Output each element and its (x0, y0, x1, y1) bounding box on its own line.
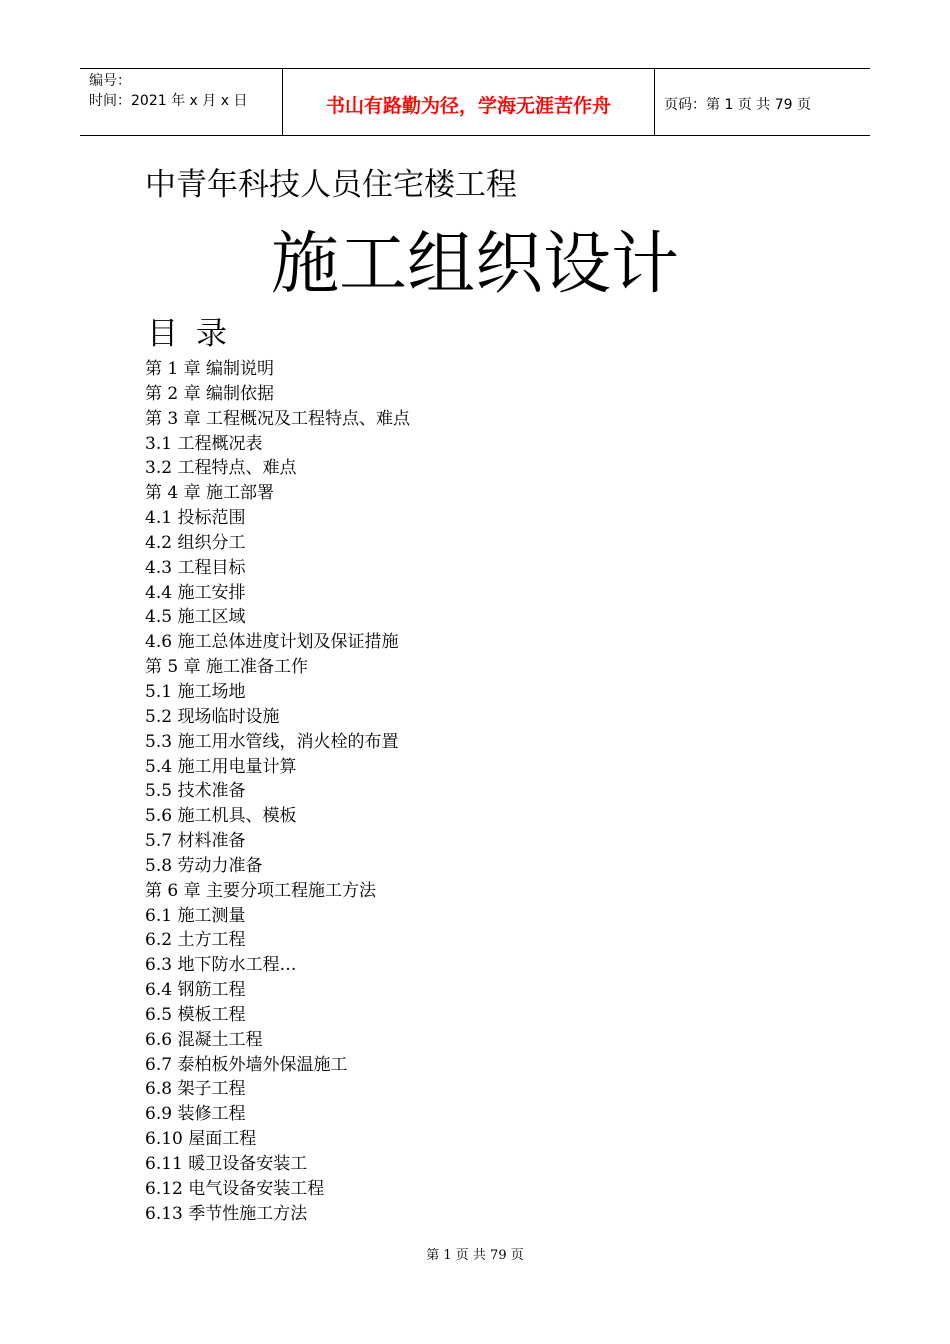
toc-heading: 目录 (147, 316, 245, 352)
toc-item: 4.4 施工安排 (145, 582, 246, 603)
toc-item: 5.2 现场临时设施 (145, 706, 280, 727)
toc-item: 6.11 暖卫设备安装工 (145, 1154, 308, 1174)
toc-item: 5.3 施工用水管线，消火栓的布置 (145, 731, 399, 752)
toc-item: 3.2 工程特点、难点 (145, 458, 297, 479)
toc-item: 4.5 施工区域 (145, 607, 246, 628)
toc-item: 6.4 钢筋工程 (145, 980, 246, 1001)
page-footer: 第 1 页 共 79 页 (426, 1248, 524, 1263)
header-page-info: 页码：第 1 页 共 79 页 (664, 97, 811, 113)
toc-item: 6.9 装修工程 (145, 1104, 246, 1125)
toc-item: 4.3 工程目标 (145, 557, 246, 578)
toc-item: 5.5 技术准备 (145, 781, 246, 802)
toc-item: 6.10 屋面工程 (145, 1129, 257, 1150)
toc-item: 6.6 混凝土工程 (145, 1029, 263, 1050)
document-time-label: 时间：2021 年 x 月 x 日 (89, 93, 248, 109)
toc-item: 6.5 模板工程 (145, 1004, 246, 1025)
document-number-label: 编号： (89, 73, 131, 89)
page-header (80, 68, 870, 136)
toc-item: 第 4 章 施工部署 (145, 483, 275, 504)
table-of-contents (145, 357, 410, 1227)
toc-item: 5.6 施工机具、模板 (145, 806, 297, 827)
toc-item: 4.1 投标范围 (145, 508, 246, 529)
toc-item: 6.2 土方工程 (145, 930, 246, 951)
toc-item: 6.13 季节性施工方法 (145, 1203, 308, 1224)
toc-item: 5.4 施工用电量计算 (145, 756, 297, 777)
document-title: 施工组织设计 (270, 225, 679, 304)
toc-item: 3.1 工程概况表 (145, 433, 263, 454)
toc-item: 6.1 施工测量 (145, 905, 246, 926)
header-motto: 书山有路勤为径，学海无涯苦作舟 (283, 69, 655, 135)
toc-item: 6.12 电气设备安装工程 (145, 1178, 325, 1199)
toc-item: 第 1 章 编制说明 (145, 359, 275, 379)
toc-item: 5.7 材料准备 (145, 831, 246, 852)
toc-item: 6.8 架子工程 (145, 1079, 246, 1100)
toc-item: 4.6 施工总体进度计划及保证措施 (145, 632, 399, 653)
toc-item: 5.1 施工场地 (145, 681, 246, 702)
project-subtitle: 中青年科技人员住宅楼工程 (145, 167, 517, 203)
toc-item: 第 2 章 编制依据 (145, 383, 275, 404)
toc-item: 第 3 章 工程概况及工程特点、难点 (145, 408, 411, 429)
toc-item: 第 6 章 主要分项工程施工方法 (145, 880, 377, 901)
toc-item: 5.8 劳动力准备 (145, 855, 263, 876)
toc-item: 6.3 地下防水工程… (145, 955, 297, 976)
header-meta-cell (80, 69, 283, 135)
toc-item: 4.2 组织分工 (145, 532, 246, 553)
toc-item: 6.7 泰柏板外墙外保温施工 (145, 1054, 348, 1075)
toc-item: 第 5 章 施工准备工作 (145, 657, 309, 678)
